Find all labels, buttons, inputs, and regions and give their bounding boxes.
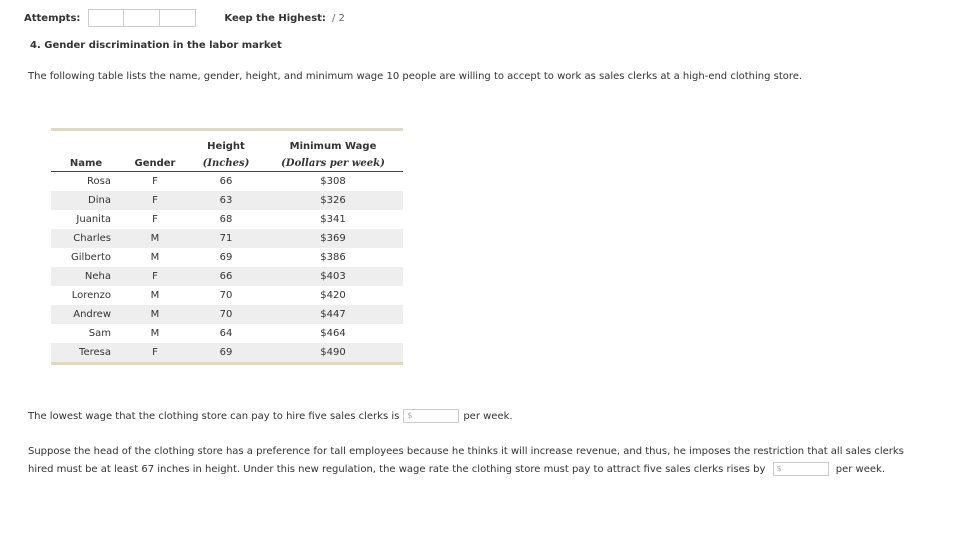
cell-height: 63: [189, 191, 263, 210]
q2-answer-input[interactable]: $: [773, 462, 829, 476]
q1-answer-input[interactable]: $: [403, 409, 459, 423]
table-row: [51, 191, 403, 210]
table-row: [51, 248, 403, 267]
question-2: [28, 443, 908, 479]
cell-gender: M: [150, 290, 160, 301]
cell-height: 70: [189, 305, 263, 324]
attempt-box-3: [160, 9, 196, 27]
cell-height: 64: [219, 328, 233, 339]
cell-wage: $326: [263, 191, 403, 210]
cell-height: 66: [189, 267, 263, 286]
cell-gender: F: [121, 343, 189, 362]
cell-wage: $341: [320, 214, 346, 225]
q1-suffix: per week.: [463, 410, 513, 422]
q2-suffix: per week.: [835, 464, 886, 475]
cell-wage: $447: [263, 305, 403, 324]
table-row: [51, 229, 403, 248]
question-title: 4. Gender discrimination in the labor market: [30, 40, 282, 51]
cell-height: 69: [219, 252, 233, 263]
cell-gender: F: [121, 267, 189, 286]
table-row: [51, 267, 403, 286]
cell-wage: $464: [320, 328, 346, 339]
table-row: [51, 172, 403, 192]
data-table-container: [51, 128, 403, 365]
q2-text: Suppose the head of the clothing store has a preference for tall employees because he thinks it will increase revenue, and thus, he imposes the restriction that all sales clerks hired must be at least 67 inches in height. Under this new regulation, the wage rate the clothing store must pay to attract five sales clerks rises by: [28, 446, 904, 475]
cell-height: 66: [219, 176, 233, 187]
keep-highest-label: Keep the Highest:: [224, 12, 326, 24]
cell-wage: $490: [263, 343, 403, 362]
cell-wage: $403: [263, 267, 403, 286]
cell-name: Lorenzo: [71, 290, 111, 301]
attempts-label: Attempts:: [24, 12, 81, 24]
table-body: [51, 172, 403, 363]
cell-name: Neha: [51, 267, 121, 286]
cell-name: Juanita: [76, 214, 111, 225]
cell-height: 70: [219, 290, 233, 301]
cell-gender: M: [121, 229, 189, 248]
cell-gender: F: [121, 191, 189, 210]
cell-height: 69: [189, 343, 263, 362]
header-height-unit: (Inches): [189, 155, 263, 172]
cell-wage: $308: [320, 176, 346, 187]
attempt-box-1: [88, 9, 124, 27]
table-row: [51, 286, 403, 305]
table-row: [51, 305, 403, 324]
cell-gender: M: [150, 328, 160, 339]
cell-name: Rosa: [87, 176, 111, 187]
attempts-bar: [24, 8, 345, 28]
header-name: Name: [51, 155, 121, 172]
header-gender: Gender: [121, 155, 189, 172]
cell-name: Charles: [51, 229, 121, 248]
header-wage-unit: (Dollars per week): [263, 155, 403, 172]
q1-text: The lowest wage that the clothing store can pay to hire five sales clerks is: [28, 410, 400, 422]
cell-wage: $386: [320, 252, 346, 263]
cell-gender: M: [121, 305, 189, 324]
cell-gender: F: [152, 214, 158, 225]
header-wage: Minimum Wage: [289, 140, 377, 152]
table-row: [51, 210, 403, 229]
cell-gender: F: [152, 176, 158, 187]
cell-wage: $369: [263, 229, 403, 248]
table-row: [51, 324, 403, 343]
cell-name: Teresa: [51, 343, 121, 362]
cell-gender: M: [150, 252, 160, 263]
cell-wage: $420: [320, 290, 346, 301]
header-height: Height: [207, 140, 245, 152]
attempt-box-2: [124, 9, 160, 27]
cell-height: 68: [219, 214, 233, 225]
wage-table: [51, 131, 403, 362]
cell-name: Gilberto: [71, 252, 111, 263]
question-intro: The following table lists the name, gender, height, and minimum wage 10 people are willing to accept to work as sales clerks at a high-end clothing store.: [28, 71, 803, 82]
question-1: [28, 407, 513, 425]
cell-name: Andrew: [51, 305, 121, 324]
cell-name: Sam: [88, 328, 111, 339]
table-row: [51, 343, 403, 362]
keep-highest-value: / 2: [331, 12, 345, 24]
cell-name: Dina: [51, 191, 121, 210]
cell-height: 71: [189, 229, 263, 248]
attempt-boxes: [88, 9, 196, 27]
